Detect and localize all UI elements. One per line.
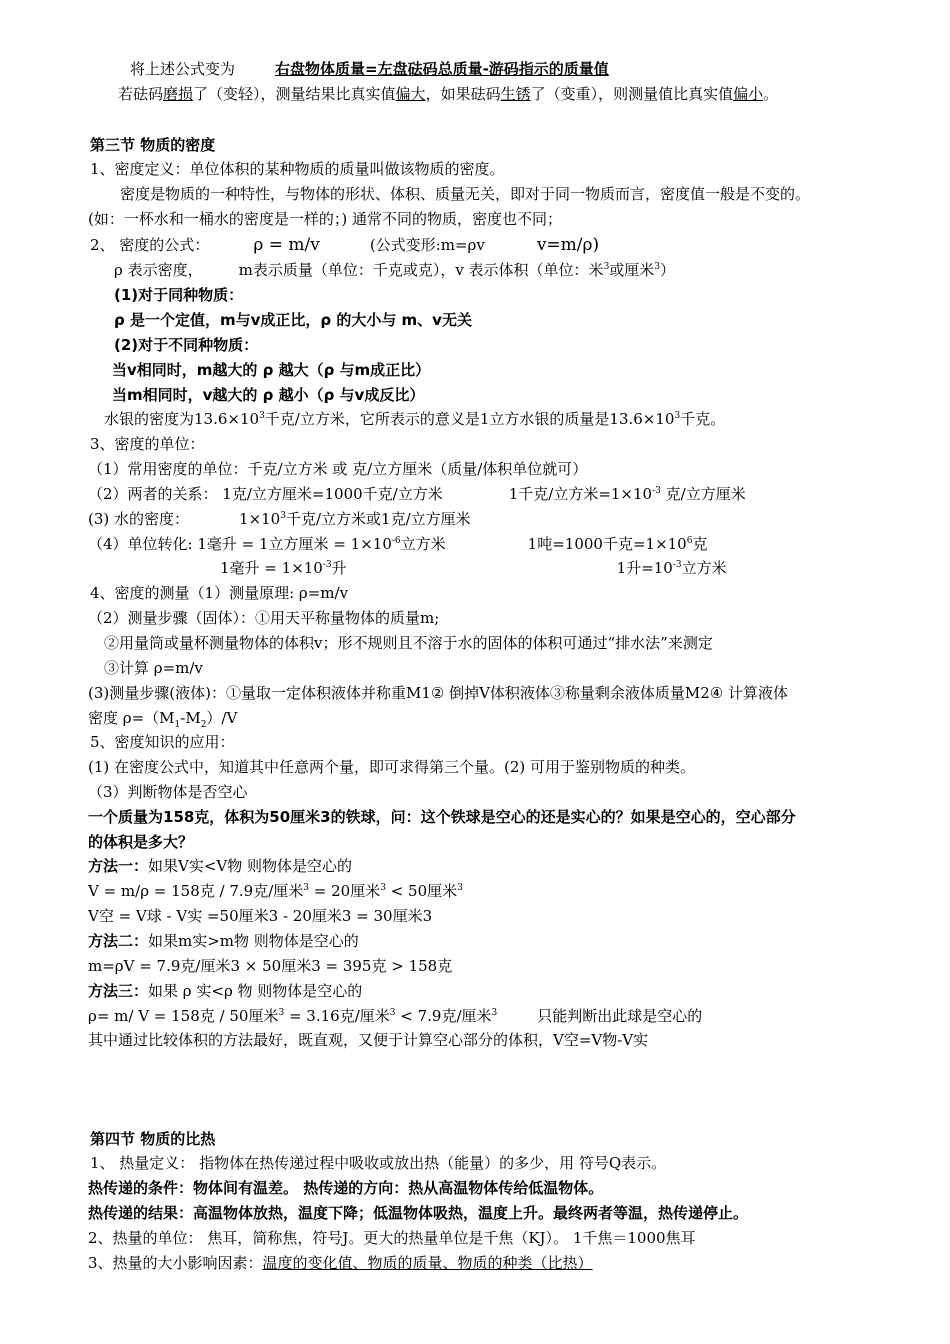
formula-right-pan: 右盘物体质量=左盘砝码总质量-游码指示的质量值 xyxy=(275,60,609,78)
text-seg: 偏小 xyxy=(733,85,764,103)
formula-variant-m: (公式变形:m=ρv xyxy=(369,236,485,254)
problem-line-1: 一个质量为158克，体积为50厘米3的铁球，问：这个铁球是空心的还是实心的？如果是空心的，空心部分 xyxy=(88,808,796,826)
text-seg: 1 xyxy=(174,720,181,730)
method-2-label: 方法二： xyxy=(88,932,149,950)
liquid-steps: (3)测量步骤(液体)：①量取一定体积液体并称重M1② 倒掉V体积液体③称量剩余液体质量M2④ 计算液体 xyxy=(88,684,789,702)
units-relation xyxy=(88,484,746,504)
density-property: 密度是物质的一种特性，与物体的形状、体积、质量无关，即对于同一物质而言，密度值一般是不变的。 xyxy=(120,185,811,203)
text-seg: 3 xyxy=(259,411,265,421)
text-seg: 3、热量的大小影响因素： xyxy=(88,1254,263,1272)
mercury-density xyxy=(104,409,725,429)
method-3-calc xyxy=(88,1006,702,1026)
text-seg: < 50厘米 xyxy=(385,882,458,900)
liquid-density-formula xyxy=(88,708,237,728)
method-conclusion: 其中通过比较体积的方法最好，既直观，又便于计算空心部分的体积，V空=V物-V实 xyxy=(88,1031,649,1049)
text-seg: 生锈 xyxy=(500,85,531,103)
density-formula: ρ = m/v xyxy=(253,235,320,255)
text-seg: 或厘米 xyxy=(609,261,655,279)
text-seg: = 20厘米 xyxy=(309,882,381,900)
text-seg: 3 xyxy=(303,883,310,893)
section3-title: 第三节 物质的密度 xyxy=(90,136,216,154)
unit-conversion-1 xyxy=(88,534,707,554)
text-seg: （4）单位转化: 1毫升 = 1立方厘米 = 1×10 xyxy=(88,535,392,553)
heat-factors-list: 温度的变化值、物质的质量、物质的种类（比热） xyxy=(262,1254,593,1272)
density-formula-line xyxy=(90,235,599,255)
formula-variant-v: v=m/ρ) xyxy=(536,235,600,255)
text-seg: 如果 ρ 实<ρ 物 则物体是空心的 xyxy=(148,982,363,1000)
density-example: (如：一杯水和一桶水的密度是一样的；) 通常不同的物质，密度也不同； xyxy=(88,210,562,228)
applications-heading: 5、密度知识的应用： xyxy=(90,733,235,751)
solid-step-1: （2）测量步骤（固体）：①用天平称量物体的质量m; xyxy=(88,609,440,627)
method-1-calc xyxy=(88,881,463,901)
diff-substance-rule-1: 当v相同时，m越大的 ρ 越大（ρ 与m成正比） xyxy=(112,361,431,379)
units-common: （1）常用密度的单位：千克/立方米 或 克/立方厘米（质量/体积单位就可） xyxy=(88,460,588,478)
text-seg: 3 xyxy=(491,1008,498,1018)
text-seg: 了（变轻），测量结果比真实值 xyxy=(193,85,396,103)
method-2-calc: m=ρV = 7.9克/厘米3 × 50厘米3 = 395克 > 158克 xyxy=(88,957,453,975)
text-seg: 3 xyxy=(674,411,681,421)
text-seg: V = m/ρ = 158克 / 7.9克/厘米 xyxy=(88,882,304,900)
text-seg: ρ 表示密度， xyxy=(114,261,203,279)
text-seg: 水银的密度为13.6×10 xyxy=(104,410,260,428)
formula-intro: 将上述公式变为 xyxy=(130,60,236,78)
text-seg: ，如果砝码 xyxy=(425,85,501,103)
section4-title: 第四节 物质的比热 xyxy=(90,1130,216,1148)
text-seg: 如果V实<V物 则物体是空心的 xyxy=(148,857,353,875)
text-seg: （2）两者的关系： 1克/立方厘米=1000千克/立方米 xyxy=(88,485,443,503)
text-seg: ） xyxy=(660,261,676,279)
text-seg: 偏大 xyxy=(395,85,426,103)
text-seg: 3 xyxy=(389,1008,396,1018)
text-seg: 6 xyxy=(686,536,693,546)
same-substance-heading: (1)对于同种物质： xyxy=(114,286,244,304)
text-seg: 只能判断出此球是空心的 xyxy=(537,1007,703,1025)
measurement-principle: 4、密度的测量（1）测量原理: ρ=m/v xyxy=(90,584,349,602)
heat-factors xyxy=(88,1253,593,1273)
weight-error-line xyxy=(118,84,778,104)
text-seg: -3 xyxy=(322,560,332,570)
diff-substance-heading: (2)对于不同种物质： xyxy=(114,336,259,354)
text-seg: 3 xyxy=(380,883,386,893)
unit-conversion-2 xyxy=(220,558,727,578)
text-seg: = 3.16克/厘米 xyxy=(284,1007,390,1025)
text-seg: 。 xyxy=(763,85,779,103)
same-substance-rule: ρ 是一个定值，m与v成正比，ρ 的大小与 m、v无关 xyxy=(114,311,472,329)
method-1 xyxy=(88,856,352,876)
method-1-label: 方法一： xyxy=(88,857,149,875)
text-seg: 千克/立方米，它所表示的意义是1立方水银的质量是13.6×10 xyxy=(264,410,675,428)
text-seg: ρ= m/ V = 158克 / 50厘米 xyxy=(88,1007,279,1025)
text-seg: 立方米 xyxy=(400,535,446,553)
density-definition: 1、密度定义：单位体积的某种物质的质量叫做该物质的密度。 xyxy=(90,160,505,178)
formula-line xyxy=(130,59,609,79)
text-seg: 磨损 xyxy=(163,85,194,103)
text-seg: 立方米 xyxy=(681,559,727,577)
text-seg: 如果m实>m物 则物体是空心的 xyxy=(148,932,359,950)
solid-step-2: ②用量筒或量杯测量物体的体积v；形不规则且不溶于水的固体的体积可通过“排水法”来测定 xyxy=(104,634,713,652)
method-3-label: 方法三： xyxy=(88,982,149,1000)
text-seg: -3 xyxy=(652,486,661,496)
solid-step-3: ③计算 ρ=m/v xyxy=(104,659,203,677)
text-seg: < 7.9克/厘米 xyxy=(395,1007,492,1025)
water-density xyxy=(88,509,471,529)
text-seg: 3 xyxy=(457,883,463,893)
text-seg: (3) 水的密度： xyxy=(88,510,190,528)
heat-units: 2、热量的单位： 焦耳，简称焦，符号J。更大的热量单位是千焦（KJ）。 1千焦＝1000焦耳 xyxy=(88,1229,696,1247)
text-seg: 克 xyxy=(692,535,708,553)
text-seg: 1×10 xyxy=(239,510,281,528)
problem-line-2: 的体积是多大？ xyxy=(88,833,194,851)
text-seg: 3 xyxy=(603,262,610,272)
method-1-hollow-volume: V空 = V球 - V实 =50厘米3 - 20厘米3 = 30厘米3 xyxy=(88,907,433,925)
diff-substance-rule-2: 当m相同时，v越大的 ρ 越小（ρ 与v成反比） xyxy=(112,386,425,404)
heat-transfer-condition: 热传递的条件：物体间有温差。 热传递的方向：热从高温物体传给低温物体。 xyxy=(88,1179,604,1197)
text-seg: 2 xyxy=(200,720,207,730)
text-seg: -M xyxy=(180,709,201,727)
text-seg: m表示质量（单位：千克或克），v 表示体积（单位：米 xyxy=(238,261,604,279)
heat-transfer-result: 热传递的结果：高温物体放热，温度下降；低温物体吸热，温度上升。最终两者等温，热传递停止。 xyxy=(88,1204,749,1222)
text-seg: 3 xyxy=(278,1008,285,1018)
text-seg: 1毫升 = 1×10 xyxy=(220,559,323,577)
text-seg: 1升=10 xyxy=(616,559,673,577)
density-units-heading: 3、密度的单位： xyxy=(90,435,205,453)
text-seg: 2、 密度的公式： xyxy=(90,236,210,254)
text-seg: -6 xyxy=(391,536,401,546)
application-1-2: (1) 在密度公式中，知道其中任意两个量，即可求得第三个量。(2) 可用于鉴别物质的种类。 xyxy=(88,758,696,776)
symbol-meanings xyxy=(114,260,675,280)
text-seg: 克/立方厘米 xyxy=(660,485,746,503)
method-3 xyxy=(88,981,362,1001)
text-seg: 3 xyxy=(654,262,661,272)
application-3: （3）判断物体是否空心 xyxy=(88,783,248,801)
text-seg: 若砝码 xyxy=(118,85,164,103)
method-2 xyxy=(88,931,359,951)
text-seg: 1吨=1000千克=1×10 xyxy=(527,535,687,553)
text-seg: 千克/立方米或1克/立方厘米 xyxy=(285,510,471,528)
text-seg: -3 xyxy=(672,560,682,570)
text-seg: 3 xyxy=(280,511,286,521)
text-seg: 千克。 xyxy=(680,410,726,428)
text-seg: 1千克/立方米=1×10 xyxy=(508,485,653,503)
text-seg: ）/V xyxy=(206,709,238,727)
heat-definition: 1、 热量定义： 指物体在热传递过程中吸收或放出热（能量）的多少，用 符号Q表示。 xyxy=(90,1154,667,1172)
text-seg: 升 xyxy=(331,559,347,577)
text-seg: 了（变重），则测量值比真实值 xyxy=(530,85,734,103)
text-seg: 密度 ρ=（M xyxy=(88,709,175,727)
